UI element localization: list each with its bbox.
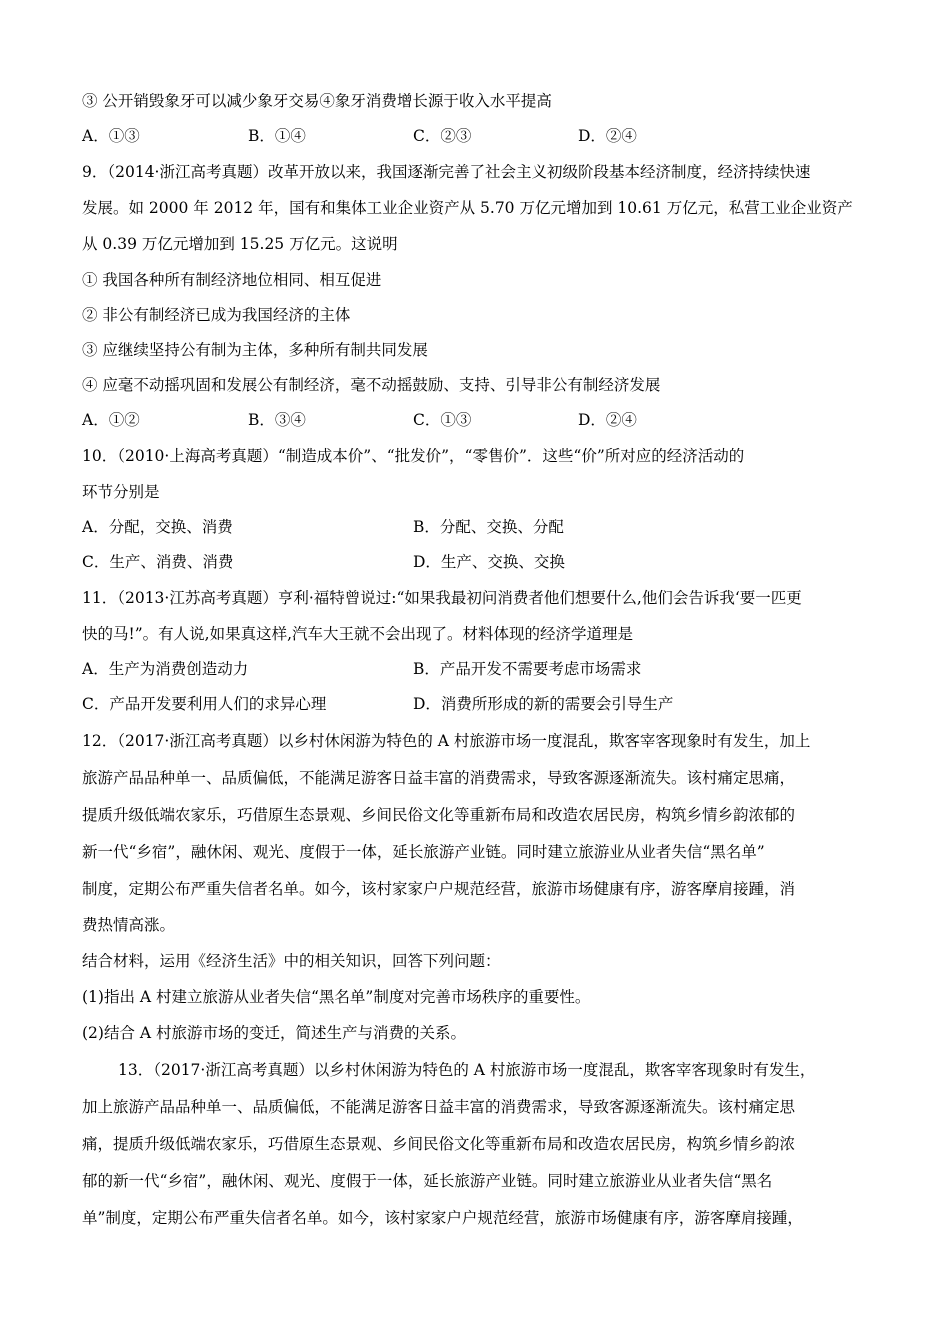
q9-stem-line-3: 从 0.39 万亿元增加到 15.25 万亿元。这说明 bbox=[82, 235, 398, 253]
q8-statement-3-4: ③ 公开销毁象牙可以减少象牙交易④象牙消费增长源于收入水平提高 bbox=[82, 92, 552, 110]
q11-stem-line-2: 快的马!”。有人说,如果真这样,汽车大王就不会出现了。材料体现的经济学道理是 bbox=[82, 625, 634, 643]
q11-options-row-1 bbox=[82, 659, 872, 679]
q12-stem-line-1: 12．（2017·浙江高考真题）以乡村休闲游为特色的 A 村旅游市场一度混乱，欺客宰客现象时有发生，加上 bbox=[82, 732, 811, 750]
q13-stem-line-3: 痛，提质升级低端农家乐，巧借原生态景观、乡间民俗文化等重新布局和改造农居民房，构筑乡情乡韵浓 bbox=[82, 1135, 796, 1153]
q9-statement-4: ④ 应毫不动摇巩固和发展公有制经济，毫不动摇鼓励、支持、引导非公有制经济发展 bbox=[82, 376, 661, 394]
q11-option-c: C．产品开发要利用人们的求异心理 bbox=[82, 695, 327, 713]
q9-stem-line-1: 9．（2014·浙江高考真题）改革开放以来，我国逐渐完善了社会主义初级阶段基本经济制度，经济持续快速 bbox=[82, 163, 811, 181]
q13-stem-line-4: 郁的新一代“乡宿”，融休闲、观光、度假于一体，延长旅游产业链。同时建立旅游业从业者失信“黑名 bbox=[82, 1172, 773, 1190]
q8-option-d: D．②④ bbox=[578, 127, 637, 145]
q9-option-c: C．①③ bbox=[413, 411, 472, 429]
q10-stem-line-2: 环节分别是 bbox=[82, 483, 160, 501]
q9-option-a: A．①② bbox=[82, 411, 140, 429]
q10-options-row-1 bbox=[82, 517, 872, 537]
q8-option-c: C．②③ bbox=[413, 127, 472, 145]
q12-stem-line-4: 新一代“乡宿”，融休闲、观光、度假于一体，延长旅游产业链。同时建立旅游业从业者失信“黑名单” bbox=[82, 843, 765, 861]
q12-subquestion-1: (1)指出 A 村建立旅游从业者失信“黑名单”制度对完善市场秩序的重要性。 bbox=[82, 988, 591, 1006]
q9-options bbox=[82, 410, 872, 430]
q9-statement-3: ③ 应继续坚持公有制为主体，多种所有制共同发展 bbox=[82, 341, 428, 359]
q10-options-row-2 bbox=[82, 552, 872, 572]
q11-options-row-2 bbox=[82, 694, 872, 714]
q10-option-c: C．生产、消费、消费 bbox=[82, 553, 234, 571]
q8-option-a: A．①③ bbox=[82, 127, 140, 145]
q12-stem-line-2: 旅游产品品种单一、品质偏低，不能满足游客日益丰富的消费需求，导致客源逐渐流失。该村痛定思痛， bbox=[82, 769, 796, 787]
q12-stem-line-3: 提质升级低端农家乐，巧借原生态景观、乡间民俗文化等重新布局和改造农居民房，构筑乡情乡韵浓郁的 bbox=[82, 806, 796, 824]
q9-option-d: D．②④ bbox=[578, 411, 637, 429]
q9-stem-line-2: 发展。如 2000 年 2012 年，国有和集体工业企业资产从 5.70 万亿元增加到 10.61 万亿元，私营工业企业资产 bbox=[82, 199, 853, 217]
q10-option-d: D．生产、交换、交换 bbox=[413, 553, 565, 571]
q8-options bbox=[82, 126, 872, 146]
q13-stem-line-1: 13．（2017·浙江高考真题）以乡村休闲游为特色的 A 村旅游市场一度混乱，欺客宰客现象时有发生， bbox=[118, 1061, 816, 1079]
q12-instruction: 结合材料，运用《经济生活》中的相关知识，回答下列问题： bbox=[82, 952, 501, 970]
q9-statement-1: ① 我国各种所有制经济地位相同、相互促进 bbox=[82, 271, 382, 289]
q13-stem-line-5: 单”制度，定期公布严重失信者名单。如今，该村家家户户规范经营，旅游市场健康有序，游客摩肩接踵， bbox=[82, 1209, 803, 1227]
q9-option-b: B．③④ bbox=[248, 411, 306, 429]
q9-statement-2: ② 非公有制经济已成为我国经济的主体 bbox=[82, 306, 351, 324]
q11-option-b: B．产品开发不需要考虑市场需求 bbox=[413, 660, 642, 678]
q10-option-a: A．分配，交换、消费 bbox=[82, 518, 233, 536]
q8-option-b: B．①④ bbox=[248, 127, 306, 145]
q11-option-d: D．消费所形成的新的需要会引导生产 bbox=[413, 695, 674, 713]
q10-option-b: B．分配、交换、分配 bbox=[413, 518, 564, 536]
q10-stem-line-1: 10．（2010·上海高考真题）“制造成本价”、“批发价”，“零售价”．这些“价”所对应的经济活动的 bbox=[82, 447, 745, 465]
q11-option-a: A．生产为消费创造动力 bbox=[82, 660, 249, 678]
q12-stem-line-5: 制度，定期公布严重失信者名单。如今，该村家家户户规范经营，旅游市场健康有序，游客摩肩接踵，消 bbox=[82, 880, 796, 898]
q12-stem-line-6: 费热情高涨。 bbox=[82, 916, 176, 934]
q13-stem-line-2: 加上旅游产品品种单一、品质偏低，不能满足游客日益丰富的消费需求，导致客源逐渐流失。该村痛定思 bbox=[82, 1098, 796, 1116]
q11-stem-line-1: 11．（2013·江苏高考真题）亨利·福特曾说过:“如果我最初问消费者他们想要什么,他们会告诉我‘要一匹更 bbox=[82, 589, 802, 607]
q12-subquestion-2: (2)结合 A 村旅游市场的变迁，简述生产与消费的关系。 bbox=[82, 1024, 467, 1042]
